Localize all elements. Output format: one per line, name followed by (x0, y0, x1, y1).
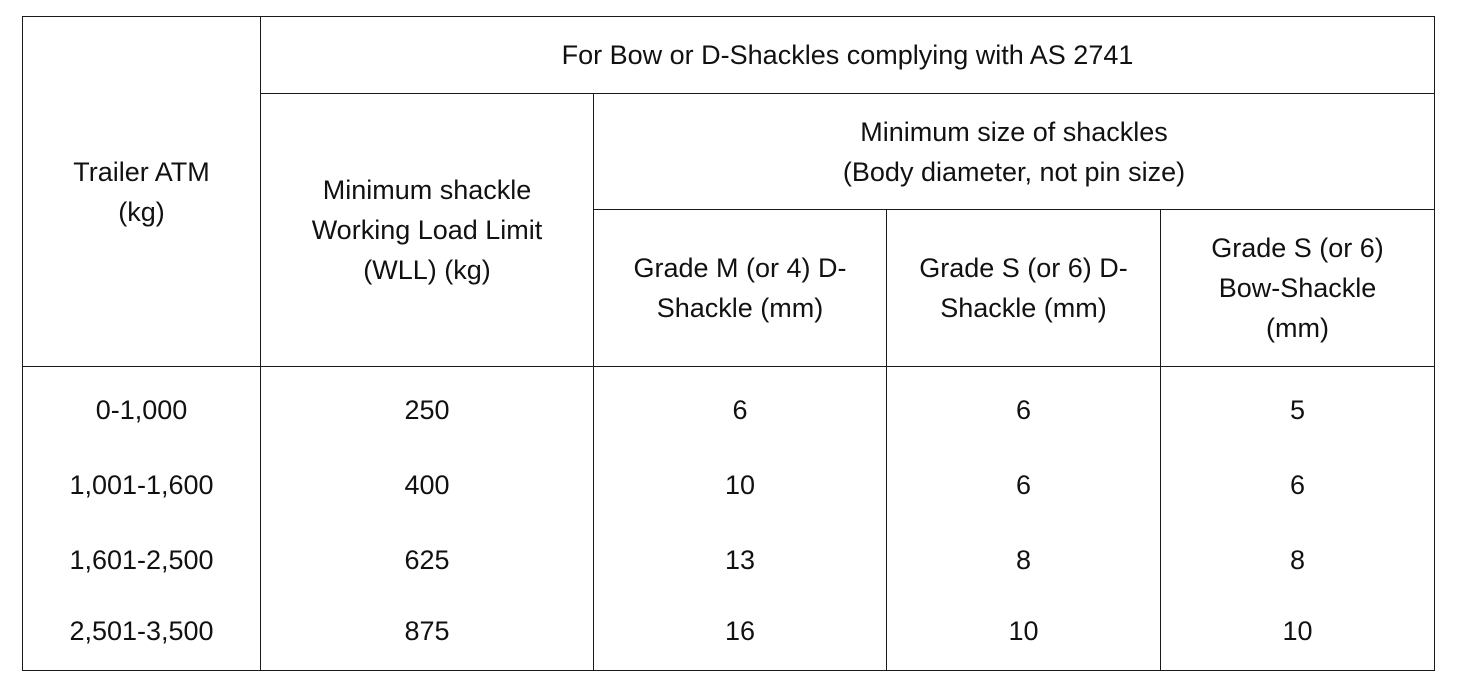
header-trailer-atm: Trailer ATM (kg) (23, 17, 261, 367)
shackle-spec-table (22, 16, 1435, 671)
cell-grade-s-bow: 5 (1161, 367, 1435, 448)
header-grade-s-d-shackle: Grade S (or 6) D- Shackle (mm) (887, 210, 1161, 367)
cell-grade-m-d: 13 (594, 523, 887, 598)
cell-grade-s-bow: 6 (1161, 448, 1435, 523)
cell-min-wll: 250 (261, 367, 594, 448)
cell-grade-s-d: 10 (887, 598, 1161, 671)
table-row (23, 598, 1435, 671)
header-row-1 (23, 17, 1435, 94)
header-min-wll: Minimum shackle Working Load Limit (WLL) (kg) (261, 94, 594, 367)
cell-trailer-atm: 0-1,000 (23, 367, 261, 448)
cell-grade-s-d: 6 (887, 448, 1161, 523)
cell-min-wll: 875 (261, 598, 594, 671)
header-group-title: For Bow or D-Shackles complying with AS 2741 (261, 17, 1435, 94)
cell-grade-m-d: 16 (594, 598, 887, 671)
cell-grade-s-bow: 10 (1161, 598, 1435, 671)
header-grade-m-d-shackle: Grade M (or 4) D- Shackle (mm) (594, 210, 887, 367)
header-min-size: Minimum size of shackles (Body diameter, not pin size) (594, 94, 1435, 210)
cell-grade-s-d: 8 (887, 523, 1161, 598)
header-grade-s-bow-shackle: Grade S (or 6) Bow-Shackle (mm) (1161, 210, 1435, 367)
table-row (23, 367, 1435, 448)
cell-grade-m-d: 6 (594, 367, 887, 448)
cell-trailer-atm: 1,601-2,500 (23, 523, 261, 598)
cell-min-wll: 400 (261, 448, 594, 523)
cell-grade-s-d: 6 (887, 367, 1161, 448)
cell-grade-s-bow: 8 (1161, 523, 1435, 598)
table-row (23, 523, 1435, 598)
cell-trailer-atm: 2,501-3,500 (23, 598, 261, 671)
table-row (23, 448, 1435, 523)
cell-trailer-atm: 1,001-1,600 (23, 448, 261, 523)
cell-grade-m-d: 10 (594, 448, 887, 523)
cell-min-wll: 625 (261, 523, 594, 598)
